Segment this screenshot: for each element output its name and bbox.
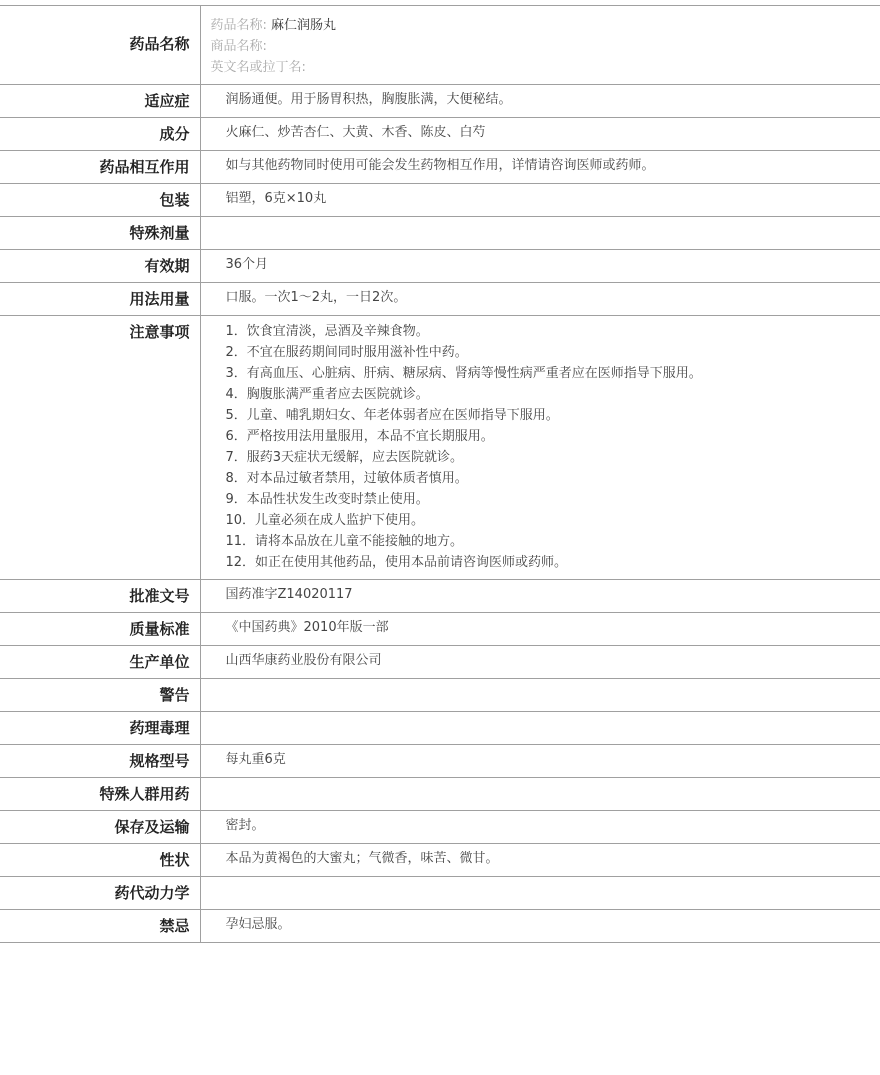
value-ingredients: 火麻仁、炒苦杏仁、大黄、木香、陈皮、白芍 bbox=[200, 118, 880, 151]
label-character: 性状 bbox=[0, 844, 200, 877]
value-usage: 口服。一次1～2丸，一日2次。 bbox=[200, 283, 880, 316]
value-warning bbox=[200, 679, 880, 712]
trade-name-line bbox=[211, 36, 880, 57]
generic-name-key: 药品名称: bbox=[211, 18, 267, 33]
row-storage bbox=[0, 811, 880, 844]
precaution-item: 2．不宜在服药期间同时服用滋补性中药。 bbox=[226, 342, 880, 363]
value-pharmacokinetics bbox=[200, 877, 880, 910]
row-warning bbox=[0, 679, 880, 712]
label-validity: 有效期 bbox=[0, 250, 200, 283]
label-warning: 警告 bbox=[0, 679, 200, 712]
label-special-population: 特殊人群用药 bbox=[0, 778, 200, 811]
precaution-item: 6．严格按用法用量服用，本品不宜长期服用。 bbox=[226, 426, 880, 447]
label-usage: 用法用量 bbox=[0, 283, 200, 316]
row-manufacturer bbox=[0, 646, 880, 679]
value-validity: 36个月 bbox=[200, 250, 880, 283]
value-pharmacology bbox=[200, 712, 880, 745]
row-pharmacology bbox=[0, 712, 880, 745]
drug-spec-table bbox=[0, 5, 880, 943]
value-standard: 《中国药典》2010年版一部 bbox=[200, 613, 880, 646]
precaution-item: 4．胸腹胀满严重者应去医院就诊。 bbox=[226, 384, 880, 405]
label-pharmacology: 药理毒理 bbox=[0, 712, 200, 745]
value-interaction: 如与其他药物同时使用可能会发生药物相互作用，详情请咨询医师或药师。 bbox=[200, 151, 880, 184]
value-storage: 密封。 bbox=[200, 811, 880, 844]
label-specification: 规格型号 bbox=[0, 745, 200, 778]
precaution-item: 3．有高血压、心脏病、肝病、糖尿病、肾病等慢性病严重者应在医师指导下服用。 bbox=[226, 363, 880, 384]
label-drug-name: 药品名称 bbox=[0, 6, 200, 85]
label-special-dose: 特殊剂量 bbox=[0, 217, 200, 250]
label-precautions: 注意事项 bbox=[0, 316, 200, 580]
trade-name-key: 商品名称: bbox=[211, 39, 267, 54]
value-character: 本品为黄褐色的大蜜丸；气微香，味苦、微甘。 bbox=[200, 844, 880, 877]
label-contraindication: 禁忌 bbox=[0, 910, 200, 943]
label-interaction: 药品相互作用 bbox=[0, 151, 200, 184]
value-indication: 润肠通便。用于肠胃积热，胸腹胀满，大便秘结。 bbox=[200, 85, 880, 118]
label-ingredients: 成分 bbox=[0, 118, 200, 151]
row-character bbox=[0, 844, 880, 877]
label-pharmacokinetics: 药代动力学 bbox=[0, 877, 200, 910]
label-storage: 保存及运输 bbox=[0, 811, 200, 844]
row-ingredients bbox=[0, 118, 880, 151]
row-special-population bbox=[0, 778, 880, 811]
value-special-population bbox=[200, 778, 880, 811]
row-usage bbox=[0, 283, 880, 316]
row-package bbox=[0, 184, 880, 217]
precaution-item: 12．如正在使用其他药品，使用本品前请咨询医师或药师。 bbox=[226, 552, 880, 573]
value-special-dose bbox=[200, 217, 880, 250]
row-standard bbox=[0, 613, 880, 646]
value-precautions bbox=[200, 316, 880, 580]
value-contraindication: 孕妇忌服。 bbox=[200, 910, 880, 943]
precaution-item: 8．对本品过敏者禁用，过敏体质者慎用。 bbox=[226, 468, 880, 489]
row-precautions bbox=[0, 316, 880, 580]
precaution-list bbox=[226, 321, 880, 573]
label-package: 包装 bbox=[0, 184, 200, 217]
row-pharmacokinetics bbox=[0, 877, 880, 910]
label-manufacturer: 生产单位 bbox=[0, 646, 200, 679]
row-drug-name bbox=[0, 6, 880, 85]
precaution-item: 5．儿童、哺乳期妇女、年老体弱者应在医师指导下服用。 bbox=[226, 405, 880, 426]
generic-name-value: 麻仁润肠丸 bbox=[271, 18, 336, 33]
row-contraindication bbox=[0, 910, 880, 943]
row-specification bbox=[0, 745, 880, 778]
english-name-key: 英文名或拉丁名: bbox=[211, 60, 306, 75]
generic-name-line bbox=[211, 15, 880, 36]
precaution-item: 1．饮食宜清淡，忌酒及辛辣食物。 bbox=[226, 321, 880, 342]
label-approval: 批准文号 bbox=[0, 580, 200, 613]
value-specification: 每丸重6克 bbox=[200, 745, 880, 778]
row-interaction bbox=[0, 151, 880, 184]
label-indication: 适应症 bbox=[0, 85, 200, 118]
drug-name-block bbox=[200, 6, 880, 85]
precaution-item: 11．请将本品放在儿童不能接触的地方。 bbox=[226, 531, 880, 552]
value-approval: 国药准字Z14020117 bbox=[200, 580, 880, 613]
value-package: 铝塑，6克×10丸 bbox=[200, 184, 880, 217]
precaution-item: 10．儿童必须在成人监护下使用。 bbox=[226, 510, 880, 531]
row-special-dose bbox=[0, 217, 880, 250]
precaution-item: 7．服药3天症状无缓解，应去医院就诊。 bbox=[226, 447, 880, 468]
row-indication bbox=[0, 85, 880, 118]
row-validity bbox=[0, 250, 880, 283]
english-name-line bbox=[211, 57, 880, 78]
label-standard: 质量标准 bbox=[0, 613, 200, 646]
value-manufacturer: 山西华康药业股份有限公司 bbox=[200, 646, 880, 679]
precaution-item: 9．本品性状发生改变时禁止使用。 bbox=[226, 489, 880, 510]
row-approval bbox=[0, 580, 880, 613]
